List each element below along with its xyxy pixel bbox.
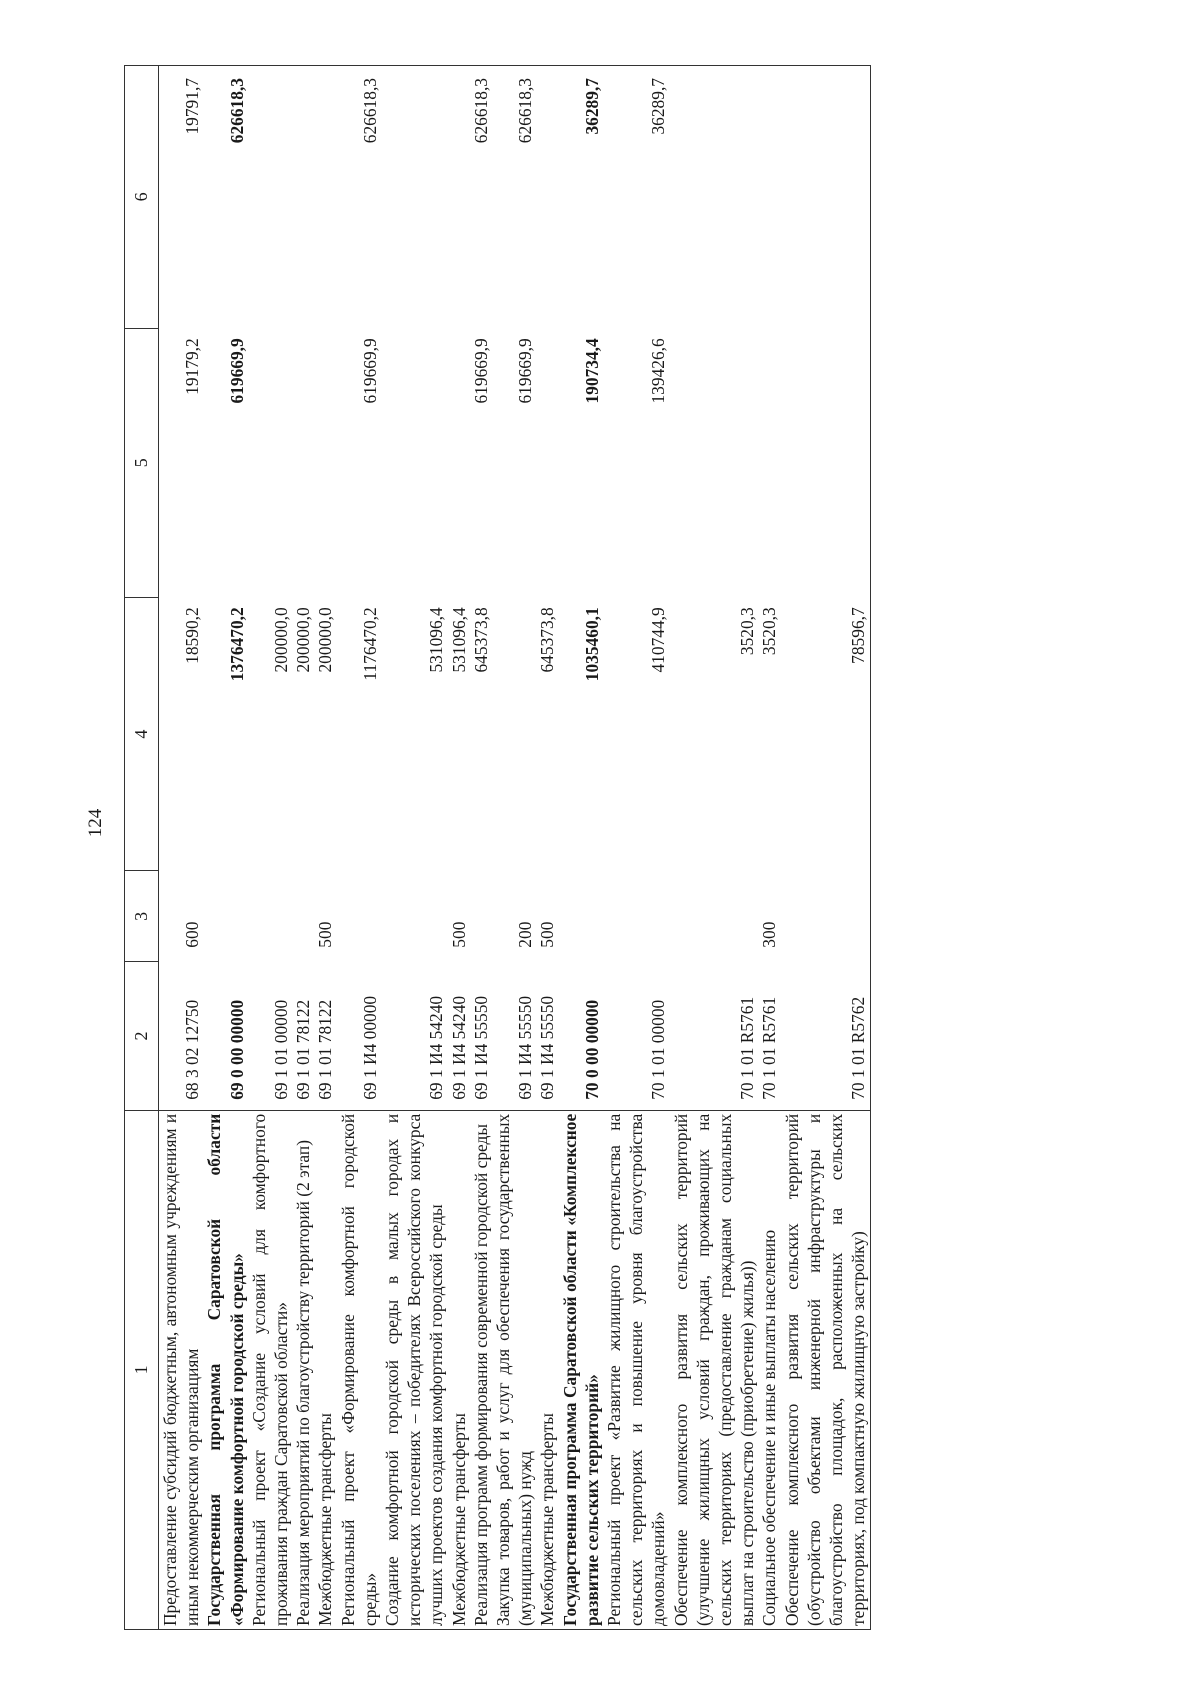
row-name: Государственная программа Саратовской области «Комплексное развитие сельских территорий» [559,1110,603,1629]
row-code: 70 1 01 R5762 [781,962,870,1111]
table-row [159,66,204,1630]
table-row [559,66,603,1630]
row-code: 69 1 И4 55550 [470,995,491,1100]
row-value-col6: 626618,3 [203,66,247,329]
row-code: 68 3 02 12750 [182,999,203,1100]
row-name: Реализация программ формирования современной городской среды [470,1110,492,1629]
table-row [670,66,759,1630]
row-group: 500 [537,921,558,948]
table-row [292,66,314,1630]
row-name: Предоставление субсидий бюджетным, автономным учреждениям и иным некоммерческим организациям [159,1110,204,1629]
row-name: Региональный проект «Формирование комфортной городской среды» [337,1110,381,1629]
row-name: Региональный проект «Развитие жилищного строительства на сельских территориях и повышение уровня благоустройства домовладений» [603,1110,670,1629]
header-col-6: 6 [125,66,159,329]
row-group [381,871,448,962]
row-value-col5: 619669,9 [359,338,380,404]
row-value-col4: 531096,4 [426,607,447,673]
row-code: 69 1 01 00000 [271,999,292,1100]
row-value-col4: 200000,0 [315,607,336,673]
table-row [314,66,336,1630]
budget-table-rotated [124,65,1064,1630]
row-value-col4: 18590,2 [182,607,203,664]
row-value-col4: 3520,3 [759,607,780,656]
table-row [248,66,292,1630]
row-group: 300 [759,921,780,948]
row-value-col5: 139426,6 [648,338,669,404]
row-value-col6: 36289,7 [559,66,603,329]
row-value-col5: 19179,2 [182,338,203,395]
table-row [781,66,870,1630]
row-value-col6 [758,66,780,329]
row-value-col5 [248,328,292,597]
table-row [603,66,670,1630]
row-name: Обеспечение комплексного развития сельских территорий (улучшение жилищных условий граждан, проживающих на сельских территориях (предоставление гражданам социальных выплат на строительство (приобретение) жилья)) [670,1110,759,1629]
row-value-col6 [781,66,870,329]
header-col-1: 1 [125,1110,159,1629]
row-group [203,871,247,962]
budget-table [124,65,871,1630]
row-value-col4: 3520,3 [737,607,758,656]
row-value-col5: 619669,9 [226,338,247,404]
row-value-col4: 1176470,2 [359,607,380,681]
row-value-col6: 626618,3 [470,66,492,329]
header-col-4: 4 [125,597,159,871]
row-value-col6: 626618,3 [492,66,536,329]
row-value-col5 [670,328,759,597]
row-value-col5 [448,328,470,597]
row-value-col4 [492,597,536,871]
row-value-col6 [248,66,292,329]
row-name: Реализация мероприятий по благоустройству территорий (2 этап) [292,1110,314,1629]
row-value-col6 [314,66,336,329]
row-code: 69 1 01 78122 [293,999,314,1100]
row-value-col4: 531096,4 [448,607,469,673]
row-group [470,871,492,962]
row-code: 69 1 И4 55550 [515,995,536,1100]
row-code: 69 1 01 78122 [315,999,336,1100]
row-name: Закупка товаров, работ и услуг для обеспечения государственных (муниципальных) нужд [492,1110,536,1629]
row-value-col5: 190734,4 [581,338,602,404]
row-value-col6 [292,66,314,329]
row-value-col5 [314,328,336,597]
row-name: Межбюджетные трансферты [314,1110,336,1629]
row-value-col5 [292,328,314,597]
row-group: 600 [182,921,203,948]
row-code: 69 1 И4 55550 [537,995,558,1100]
table-row [448,66,470,1630]
table-row [758,66,780,1630]
row-value-col4: 645373,8 [470,607,491,673]
row-code: 69 1 И4 54240 [448,995,469,1100]
table-row [492,66,536,1630]
row-code: 69 0 00 00000 [226,999,247,1100]
row-value-col5: 619669,9 [470,338,491,404]
row-code: 70 1 01 R5761 [737,996,758,1100]
row-name: Межбюджетные трансферты [536,1110,558,1629]
header-col-5: 5 [125,328,159,597]
row-code: 70 1 01 00000 [648,999,669,1100]
row-value-col6: 36289,7 [603,66,670,329]
row-value-col4: 78596,7 [781,597,870,871]
row-code: 69 1 И4 54240 [426,995,447,1100]
row-value-col4: 200000,0 [293,607,314,673]
page-number: 124 [85,808,106,838]
row-value-col5 [758,328,780,597]
table-row [337,66,381,1630]
row-group [337,871,381,962]
row-code: 69 1 И4 00000 [359,995,380,1100]
row-group [603,871,670,962]
row-value-col5 [536,328,558,597]
row-code: 70 0 00 00000 [581,999,602,1100]
row-value-col6 [381,66,448,329]
row-value-col5 [381,328,448,597]
row-value-col4: 410744,9 [648,607,669,673]
row-value-col6: 626618,3 [337,66,381,329]
row-name: Региональный проект «Создание условий для комфортного проживания граждан Саратовской области» [248,1110,292,1629]
row-group [559,871,603,962]
row-value-col6 [670,66,759,329]
row-value-col5: 619669,9 [515,338,536,404]
table-header-row [125,66,159,1630]
row-value-col5 [781,328,870,597]
row-value-col6 [536,66,558,329]
table-row [536,66,558,1630]
row-group [781,871,870,962]
row-value-col4: 645373,8 [537,607,558,673]
row-value-col4: 1035460,1 [581,607,602,682]
row-name: Социальное обеспечение и иные выплаты населению [758,1110,780,1629]
row-value-col6 [448,66,470,329]
header-col-3: 3 [125,871,159,962]
header-col-2: 2 [125,962,159,1111]
table-row [470,66,492,1630]
table-row [381,66,448,1630]
row-name: Обеспечение комплексного развития сельских территорий (обустройство объектами инженерной инфраструктуры и благоустройство площадок, расположенных на сельских территориях, под компактную жилищную застройку) [781,1110,870,1629]
row-value-col4: 1376470,2 [226,607,247,682]
table-row [203,66,247,1630]
row-value-col6: 19791,7 [159,66,204,329]
row-group: 500 [448,921,469,948]
row-name: Создание комфортной городской среды в малых городах и исторических поселениях – победителях Всероссийского конкурса лучших проектов создания комфортной городской среды [381,1110,448,1629]
row-group [292,871,314,962]
row-name: Межбюджетные трансферты [448,1110,470,1629]
row-group: 200 [515,921,536,948]
row-group [248,871,292,962]
row-value-col4: 200000,0 [271,607,292,673]
row-code: 70 1 01 R5761 [759,996,780,1100]
row-group [670,871,759,962]
row-name: Государственная программа Саратовской области «Формирование комфортной городской среды» [203,1110,247,1629]
row-group: 500 [315,921,336,948]
